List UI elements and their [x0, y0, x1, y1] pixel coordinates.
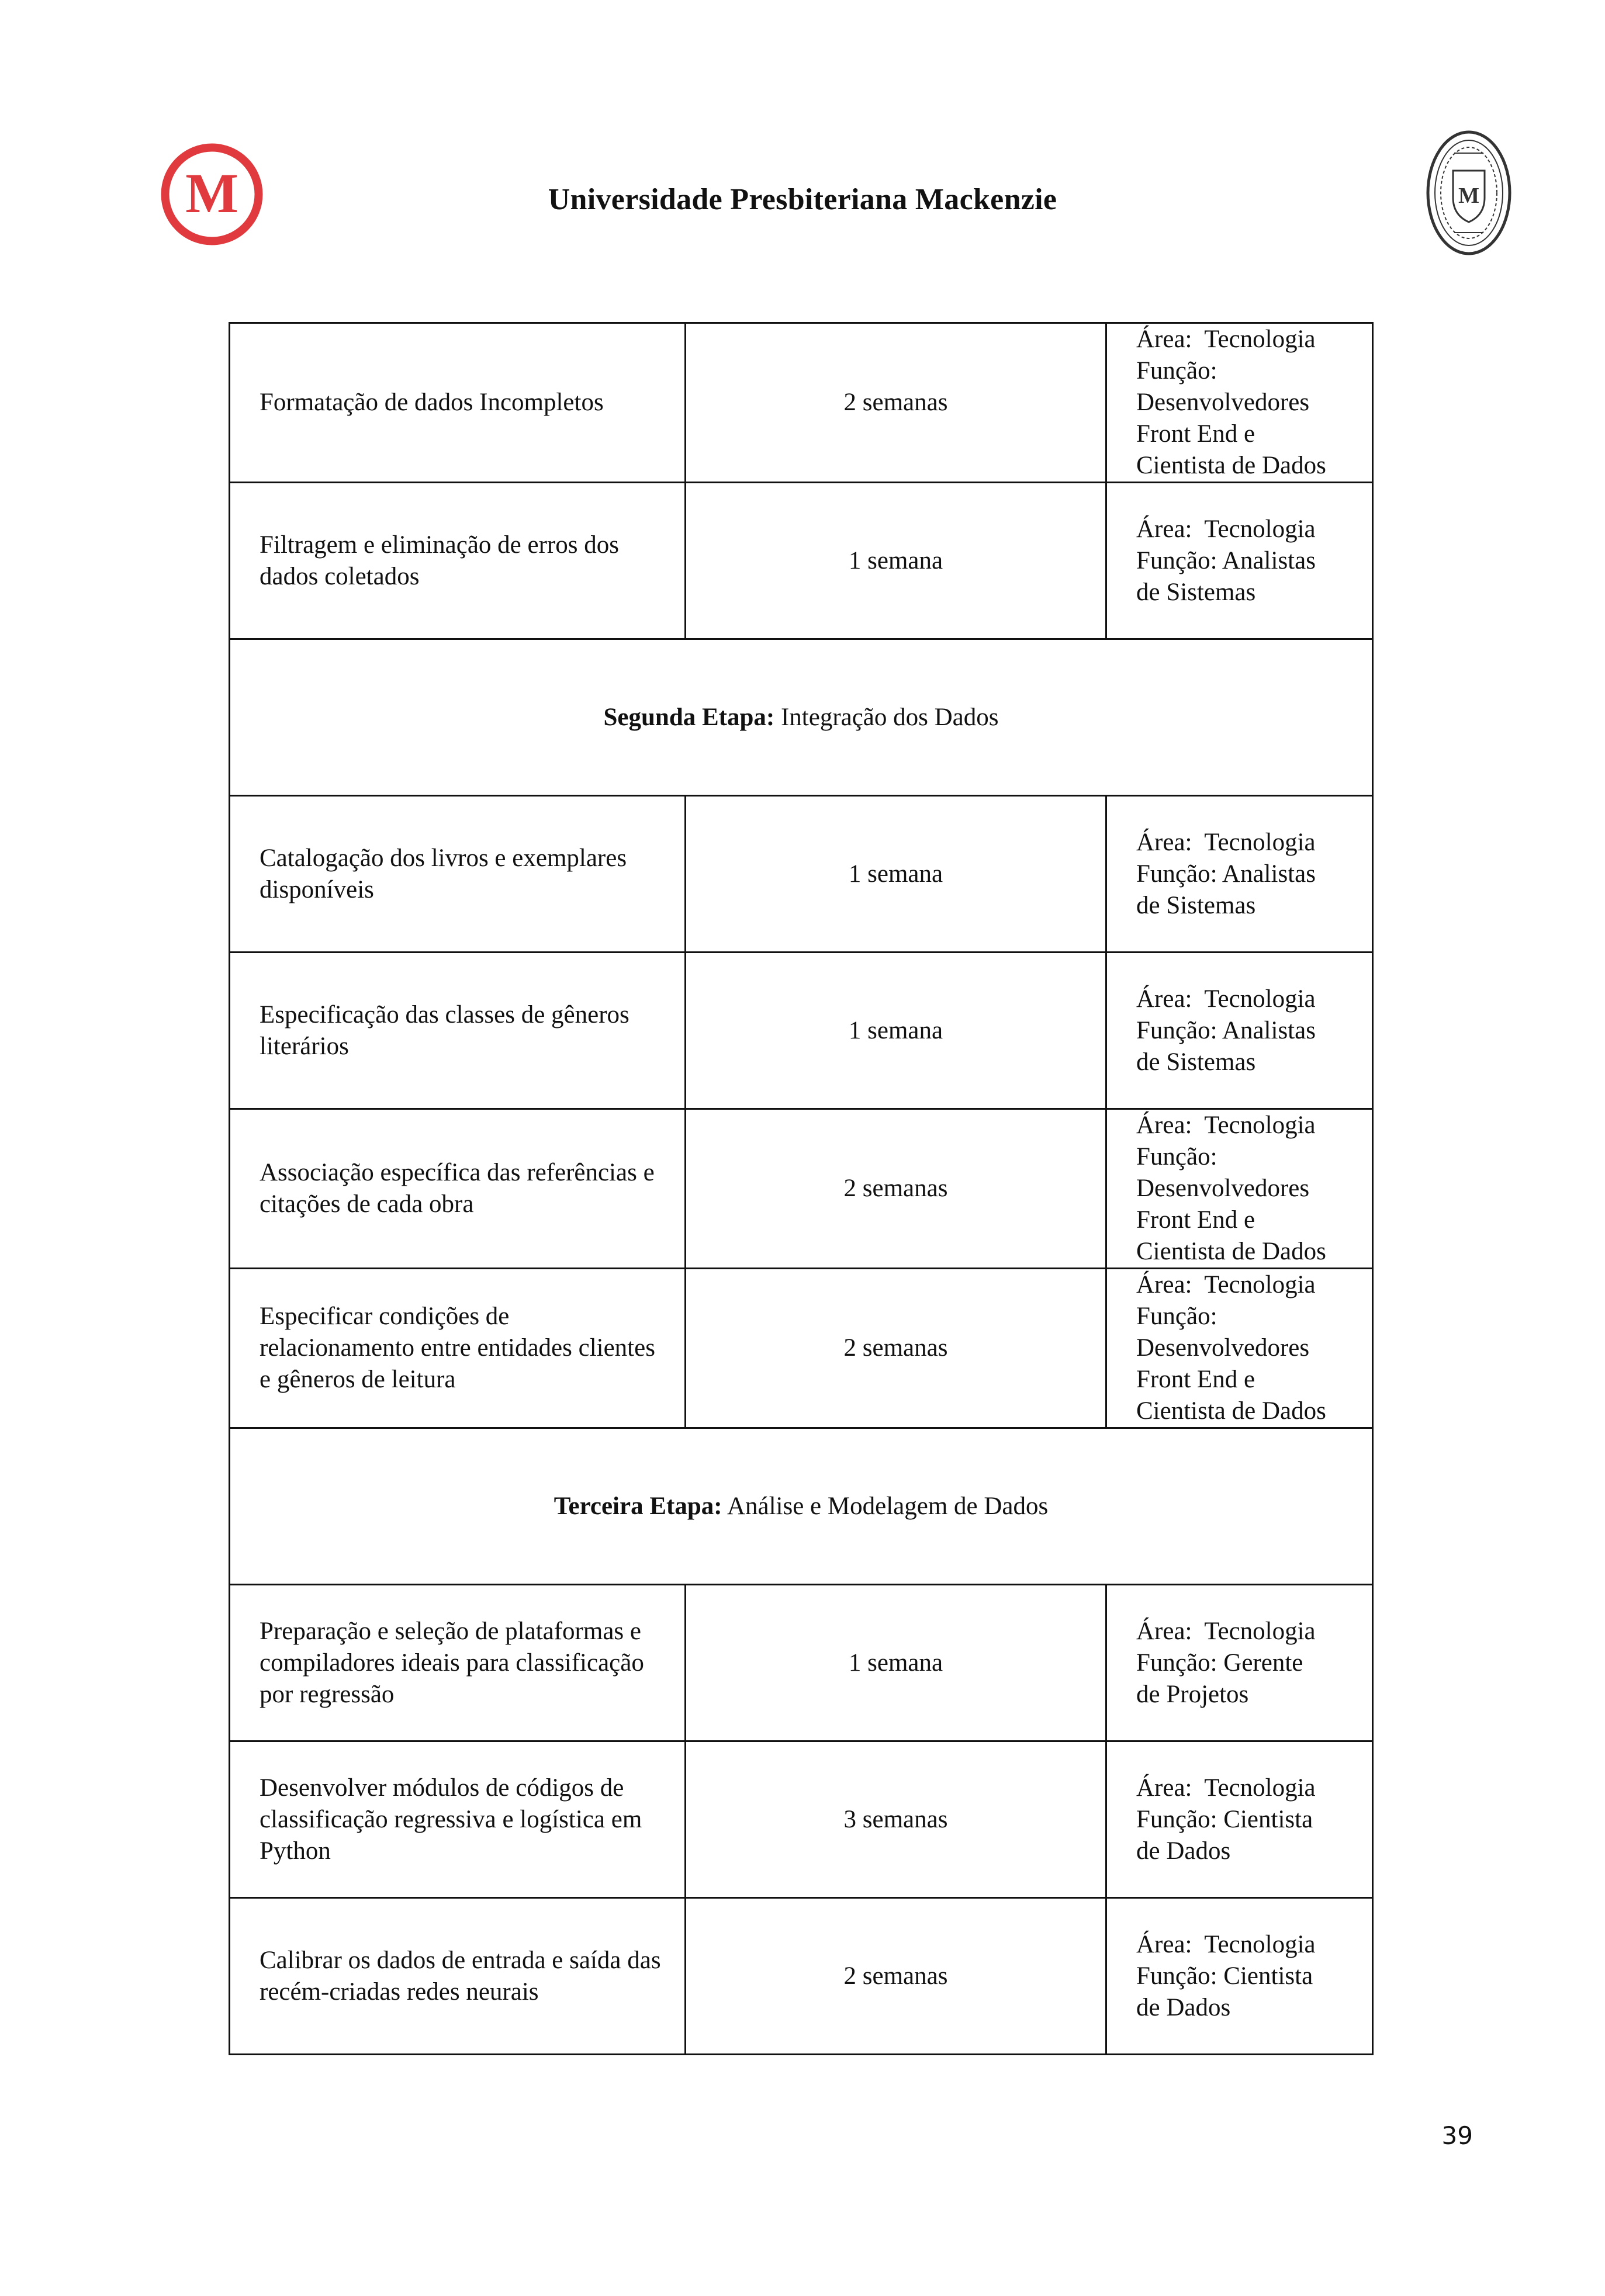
- task-cell: Catalogação dos livros e exemplares disponíveis: [230, 796, 686, 953]
- stage-row: [230, 639, 1373, 796]
- responsible-line: de Dados: [1136, 1837, 1231, 1865]
- responsible-cell: [1106, 796, 1373, 953]
- responsible-cell: [1106, 1585, 1373, 1741]
- responsible-line: Desenvolvedores: [1136, 1334, 1310, 1362]
- responsible-line: Área: Tecnologia: [1136, 1930, 1316, 1958]
- responsible-line: Área: Tecnologia: [1136, 1774, 1316, 1802]
- responsible-line: de Projetos: [1136, 1680, 1249, 1708]
- responsible-cell: [1106, 483, 1373, 639]
- stage-row: [230, 1428, 1373, 1585]
- schedule-table-body: [230, 323, 1373, 2055]
- task-cell: Desenvolver módulos de códigos de classificação regressiva e logística em Python: [230, 1741, 686, 1898]
- responsible-line: de Sistemas: [1136, 1048, 1256, 1076]
- responsible-line: Área: Tecnologia: [1136, 828, 1316, 856]
- duration-cell: 2 semanas: [686, 1898, 1106, 2055]
- duration-cell: 2 semanas: [686, 323, 1106, 483]
- responsible-line: Função:: [1136, 1303, 1217, 1330]
- table-row: [230, 1741, 1373, 1898]
- responsible-line: Função: Analistas: [1136, 546, 1316, 574]
- stage-heading: [230, 639, 1373, 796]
- schedule-table: [229, 322, 1374, 2055]
- table-row: [230, 796, 1373, 953]
- duration-cell: 1 semana: [686, 483, 1106, 639]
- task-cell: Especificar condições de relacionamento entre entidades clientes e gêneros de leitura: [230, 1269, 686, 1428]
- responsible-line: Área: Tecnologia: [1136, 515, 1316, 543]
- task-cell: Associação específica das referências e citações de cada obra: [230, 1109, 686, 1269]
- responsible-line: Front End e: [1136, 420, 1255, 448]
- stage-label: Terceira Etapa:: [554, 1492, 722, 1520]
- task-cell: Preparação e seleção de plataformas e compiladores ideais para classificação por regressão: [230, 1585, 686, 1741]
- responsible-line: Função: Cientista: [1136, 1805, 1313, 1833]
- responsible-line: de Sistemas: [1136, 891, 1256, 919]
- responsible-line: Função:: [1136, 1143, 1217, 1170]
- task-cell: Calibrar os dados de entrada e saída das recém-criadas redes neurais: [230, 1898, 686, 2055]
- responsible-line: Área: Tecnologia: [1136, 985, 1316, 1013]
- responsible-line: Área: Tecnologia: [1136, 325, 1316, 353]
- table-row: [230, 953, 1373, 1109]
- seal-letter: M: [1458, 183, 1479, 208]
- responsible-line: Cientista de Dados: [1136, 1397, 1326, 1425]
- responsible-line: Função: Cientista: [1136, 1962, 1313, 1990]
- table-row: [230, 483, 1373, 639]
- table-row: [230, 1269, 1373, 1428]
- responsible-line: Função: Analistas: [1136, 1016, 1316, 1044]
- stage-label: Segunda Etapa:: [603, 703, 775, 731]
- task-cell: Especificação das classes de gêneros literários: [230, 953, 686, 1109]
- logo-letter: M: [185, 162, 238, 224]
- responsible-cell: [1106, 1741, 1373, 1898]
- duration-cell: 1 semana: [686, 796, 1106, 953]
- table-row: [230, 1898, 1373, 2055]
- responsible-line: Cientista de Dados: [1136, 1238, 1326, 1265]
- responsible-line: Front End e: [1136, 1206, 1255, 1234]
- duration-cell: 1 semana: [686, 953, 1106, 1109]
- task-cell: Filtragem e eliminação de erros dos dados coletados: [230, 483, 686, 639]
- table-row: [230, 323, 1373, 483]
- stage-text: Análise e Modelagem de Dados: [722, 1492, 1049, 1520]
- responsible-line: Área: Tecnologia: [1136, 1617, 1316, 1645]
- task-cell: Formatação de dados Incompletos: [230, 323, 686, 483]
- page-number: 39: [1441, 2121, 1473, 2150]
- responsible-line: Cientista de Dados: [1136, 452, 1326, 479]
- duration-cell: 2 semanas: [686, 1109, 1106, 1269]
- responsible-cell: [1106, 1109, 1373, 1269]
- responsible-line: Função: Analistas: [1136, 860, 1316, 888]
- university-seal-icon: [1425, 129, 1513, 257]
- duration-cell: 3 semanas: [686, 1741, 1106, 1898]
- responsible-line: Área: Tecnologia: [1136, 1271, 1316, 1298]
- responsible-line: Desenvolvedores: [1136, 389, 1310, 416]
- responsible-line: Função:: [1136, 357, 1217, 385]
- responsible-cell: [1106, 1898, 1373, 2055]
- responsible-cell: [1106, 1269, 1373, 1428]
- responsible-line: Front End e: [1136, 1366, 1255, 1393]
- table-row: [230, 1109, 1373, 1269]
- responsible-line: Área: Tecnologia: [1136, 1111, 1316, 1139]
- responsible-cell: [1106, 323, 1373, 483]
- responsible-line: de Dados: [1136, 1993, 1231, 2021]
- responsible-cell: [1106, 953, 1373, 1109]
- responsible-line: Função: Gerente: [1136, 1649, 1303, 1677]
- duration-cell: 2 semanas: [686, 1269, 1106, 1428]
- responsible-line: de Sistemas: [1136, 578, 1256, 606]
- duration-cell: 1 semana: [686, 1585, 1106, 1741]
- responsible-line: Desenvolvedores: [1136, 1175, 1310, 1202]
- stage-heading: [230, 1428, 1373, 1585]
- stage-text: Integração dos Dados: [774, 703, 999, 731]
- table-row: [230, 1585, 1373, 1741]
- page-title: Universidade Presbiteriana Mackenzie: [548, 183, 1057, 216]
